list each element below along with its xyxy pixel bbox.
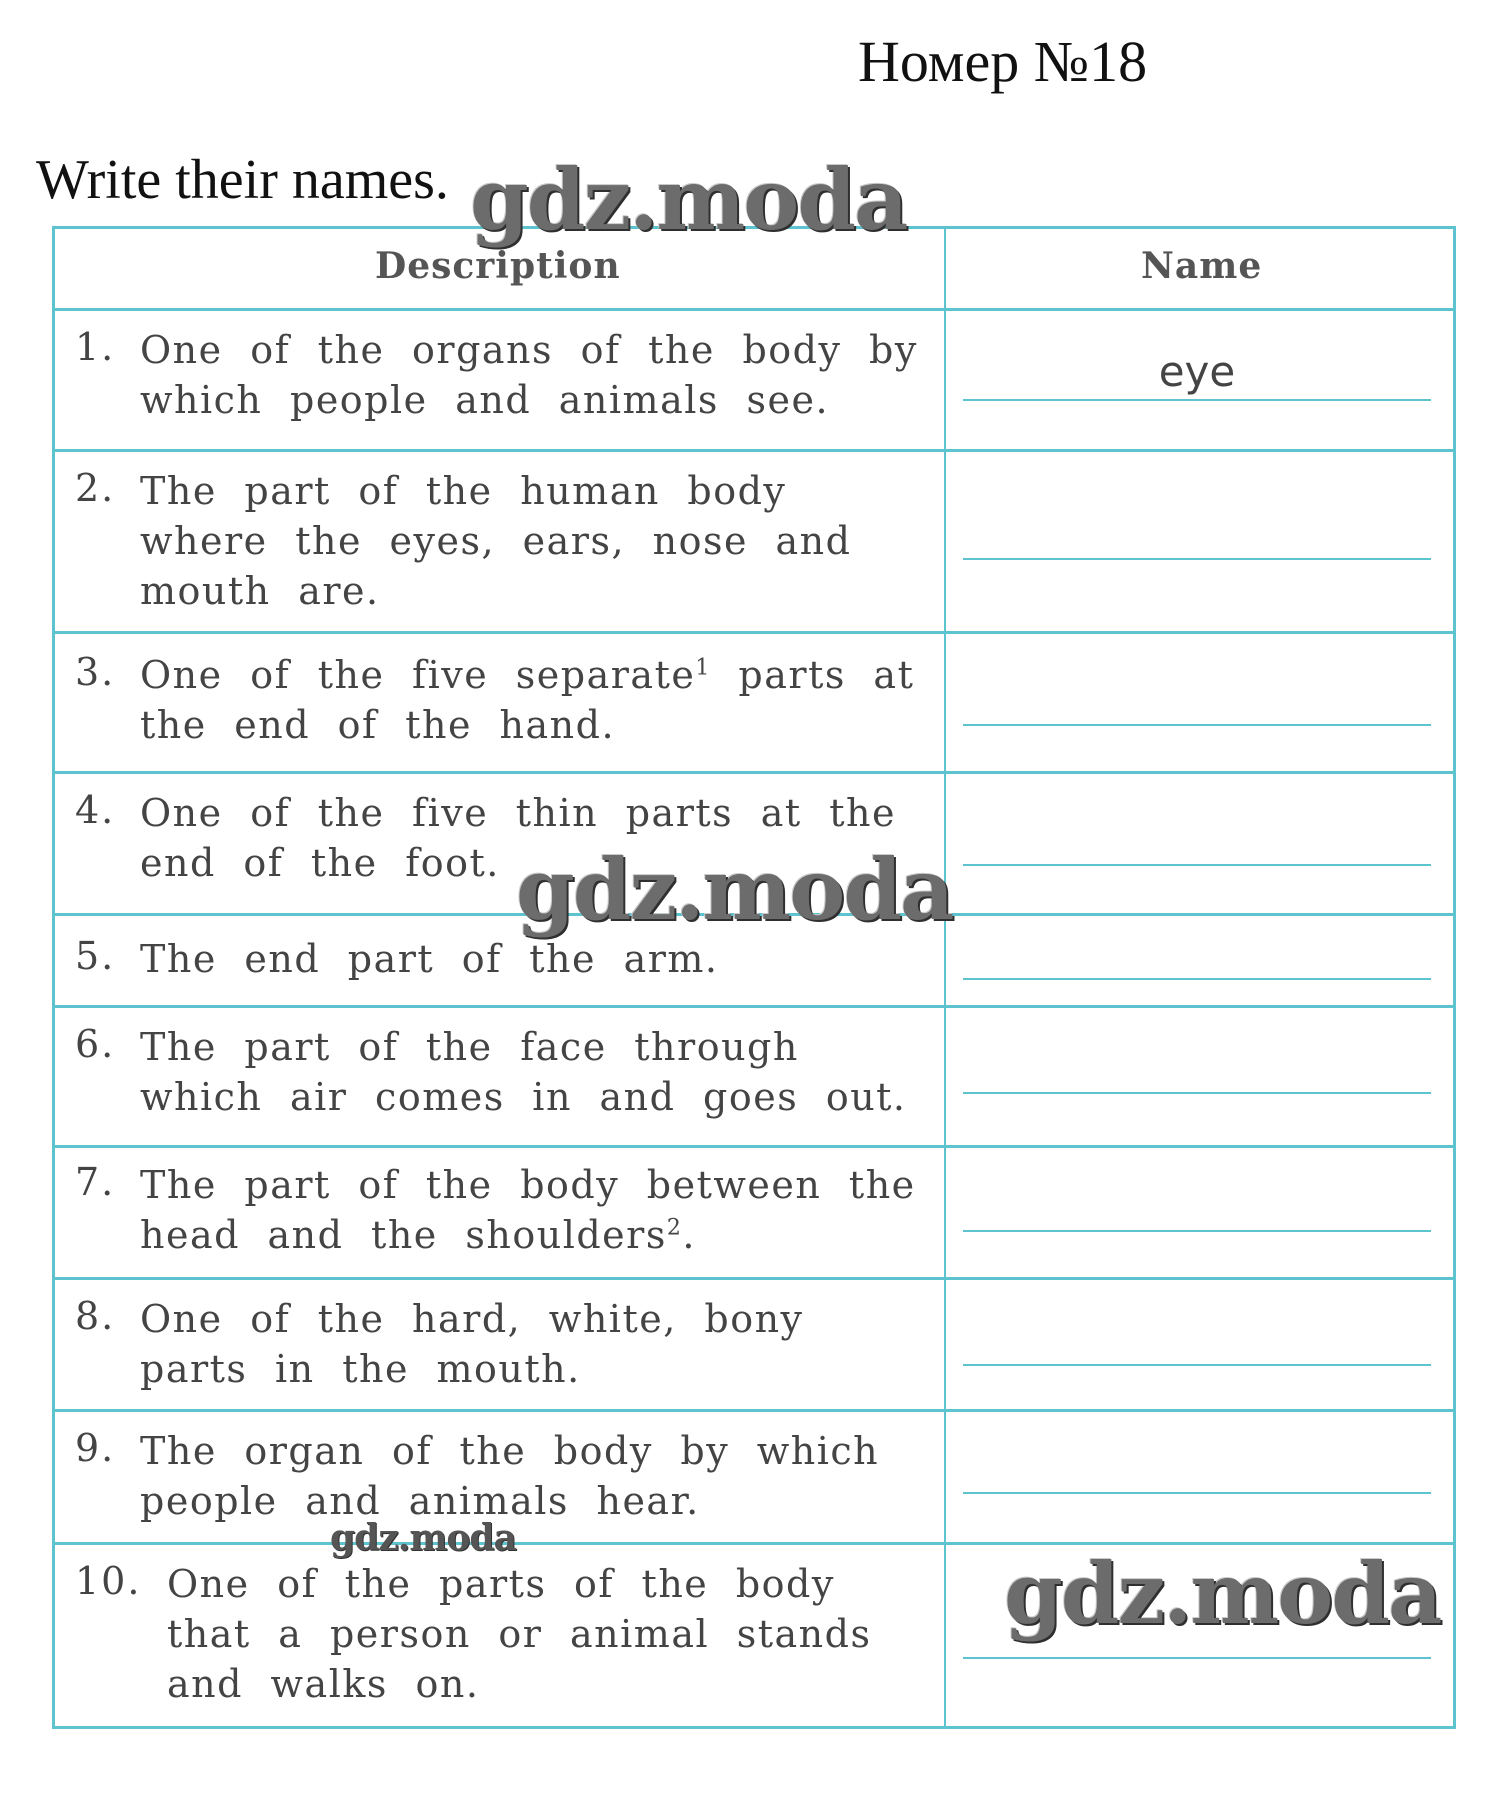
watermark: gdz.moda <box>330 1517 516 1559</box>
watermark: gdz.moda <box>1004 1544 1441 1643</box>
column-header-description: Description <box>375 245 621 287</box>
row-description: One of the parts of the body that a person or animal stands and walks on. <box>167 1562 872 1706</box>
row-number: 4. <box>75 788 116 832</box>
table-row <box>55 631 1453 771</box>
table-row <box>55 1409 1453 1542</box>
exercise-number: Номер №18 <box>858 29 1148 94</box>
row-description: The organ of the body by which people and animals hear. <box>140 1429 880 1523</box>
row-description: The part of the body between the head and the shoulders$^2$. <box>140 1163 916 1257</box>
row-number: 9. <box>75 1426 116 1470</box>
row-description: The part of the human body where the eyes, ears, nose and mouth are. <box>140 469 852 613</box>
watermark: gdz.moda <box>470 150 907 249</box>
answer-line[interactable] <box>963 1492 1431 1494</box>
row-description: One of the organs of the body by which people and animals see. <box>140 328 918 422</box>
answer-line[interactable] <box>963 399 1431 401</box>
row-number: 5. <box>75 934 116 978</box>
row-number: 1. <box>75 325 116 369</box>
table-row <box>55 308 1453 449</box>
row-number: 6. <box>75 1022 116 1066</box>
row-description: The part of the face through which air comes in and goes out. <box>140 1025 907 1119</box>
table-row <box>55 1145 1453 1277</box>
footnote-marker: 2 <box>666 1215 683 1241</box>
row-number: 10. <box>75 1559 142 1603</box>
table-row <box>55 449 1453 631</box>
answer-line[interactable] <box>963 1364 1431 1366</box>
row-number: 8. <box>75 1294 116 1338</box>
watermark: gdz.moda <box>516 840 953 939</box>
answer-line[interactable] <box>963 724 1431 726</box>
table-row <box>55 1277 1453 1409</box>
answer-line[interactable] <box>963 1092 1431 1094</box>
answer-line[interactable] <box>963 864 1431 866</box>
row-description: One of the hard, white, bony parts in the mouth. <box>140 1297 804 1391</box>
column-header-name: Name <box>1141 245 1263 287</box>
answer-line[interactable] <box>963 1230 1431 1232</box>
answer-line[interactable] <box>963 558 1431 560</box>
row-number: 2. <box>75 466 116 510</box>
vocabulary-table <box>52 226 1456 1729</box>
row-description: One of the five separate$^1$ parts at the end of the hand. <box>140 653 915 747</box>
row-description: One of the five thin parts at the end of the foot. <box>140 791 896 885</box>
table-row <box>55 1005 1453 1145</box>
footnote-marker: 1 <box>695 655 711 681</box>
row-answer: eye <box>1158 347 1236 396</box>
row-number: 7. <box>75 1160 116 1204</box>
row-description: The end part of the arm. <box>140 937 719 981</box>
row-number: 3. <box>75 650 116 694</box>
answer-line[interactable] <box>963 978 1431 980</box>
answer-line[interactable] <box>963 1657 1431 1659</box>
instruction-text: Write their names. <box>36 149 449 211</box>
